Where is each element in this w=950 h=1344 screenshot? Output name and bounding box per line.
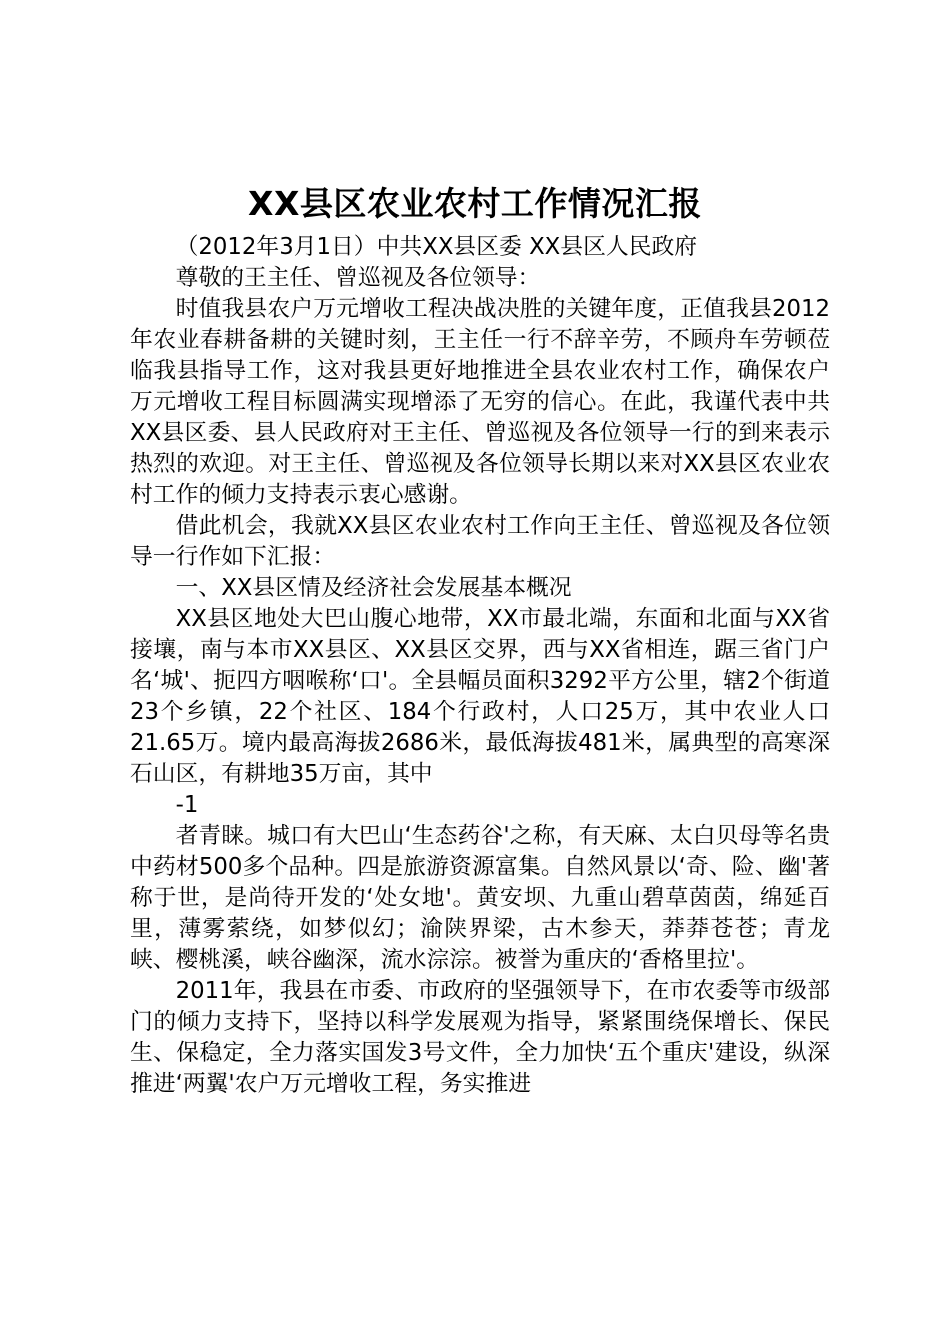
page-marker: -1 <box>175 792 199 818</box>
dateline: （2012年3月1日）中共XX县区委 XX县区人民政府 <box>175 234 698 260</box>
paragraph-geography: XX县区地处大巴山腹心地带，XX市最北端，东面和北面与XX省接壤，南与本市XX县区、XX县区交界，西与XX省相连，踞三省门户名‘城'、扼四方咽喉称‘口'。全县幅员面积3292平方公里，辖2个街道23个乡镇，22个社区、184个行政村，人口25万，其中农业人口21.65万。境内最高海拔2686米，最低海拔481米，属典型的高寒深石山区，有耕地35万亩，其中 <box>130 606 830 787</box>
paragraph-intro: 借此机会，我就XX县区农业农村工作向王主任、曾巡视及各位领导一行作如下汇报： <box>130 513 831 570</box>
paragraph-2011-work: 2011年，我县在市委、市政府的坚强领导下，在市农委等市级部门的倾力支持下，坚持以科学发展观为指导，紧紧围绕保增长、保民生、保稳定，全力落实国发3号文件，全力加快‘五个重庆'建设，纵深推进‘两翼'农户万元增收工程，务实推进 <box>130 978 830 1097</box>
paragraph-resources: 者青睐。城口有大巴山‘生态药谷'之称，有天麻、太白贝母等名贵中药材500多个品种。四是旅游资源富集。自然风景以‘奇、险、幽'著称于世，是尚待开发的‘处女地'。黄安坝、九重山碧草茵茵，绵延百里，薄雾萦绕，如梦似幻；渝陕界梁，古木参天，莽莽苍苍；青龙峡、樱桃溪，峡谷幽深，流水淙淙。被誉为重庆的‘香格里拉'。 <box>130 823 830 973</box>
document-title: XX县区农业农村工作情况汇报 <box>248 184 702 223</box>
section-heading-overview: 一、XX县区情及经济社会发展基本概况 <box>175 575 572 601</box>
document-body <box>130 232 830 1100</box>
salutation: 尊敬的王主任、曾巡视及各位领导： <box>175 265 541 291</box>
paragraph-welcome: 时值我县农户万元增收工程决战决胜的关键年度，正值我县2012年农业春耕备耕的关键时刻，王主任一行不辞辛劳，不顾舟车劳顿莅临我县指导工作，这对我县更好地推进全县农业农村工作，确保农户万元增收工程目标圆满实现增添了无穷的信心。在此，我谨代表中共XX县区委、县人民政府对王主任、曾巡视及各位领导一行的到来表示热烈的欢迎。对王主任、曾巡视及各位领导长期以来对XX县区农业农村工作的倾力支持表示衷心感谢。 <box>130 296 830 508</box>
